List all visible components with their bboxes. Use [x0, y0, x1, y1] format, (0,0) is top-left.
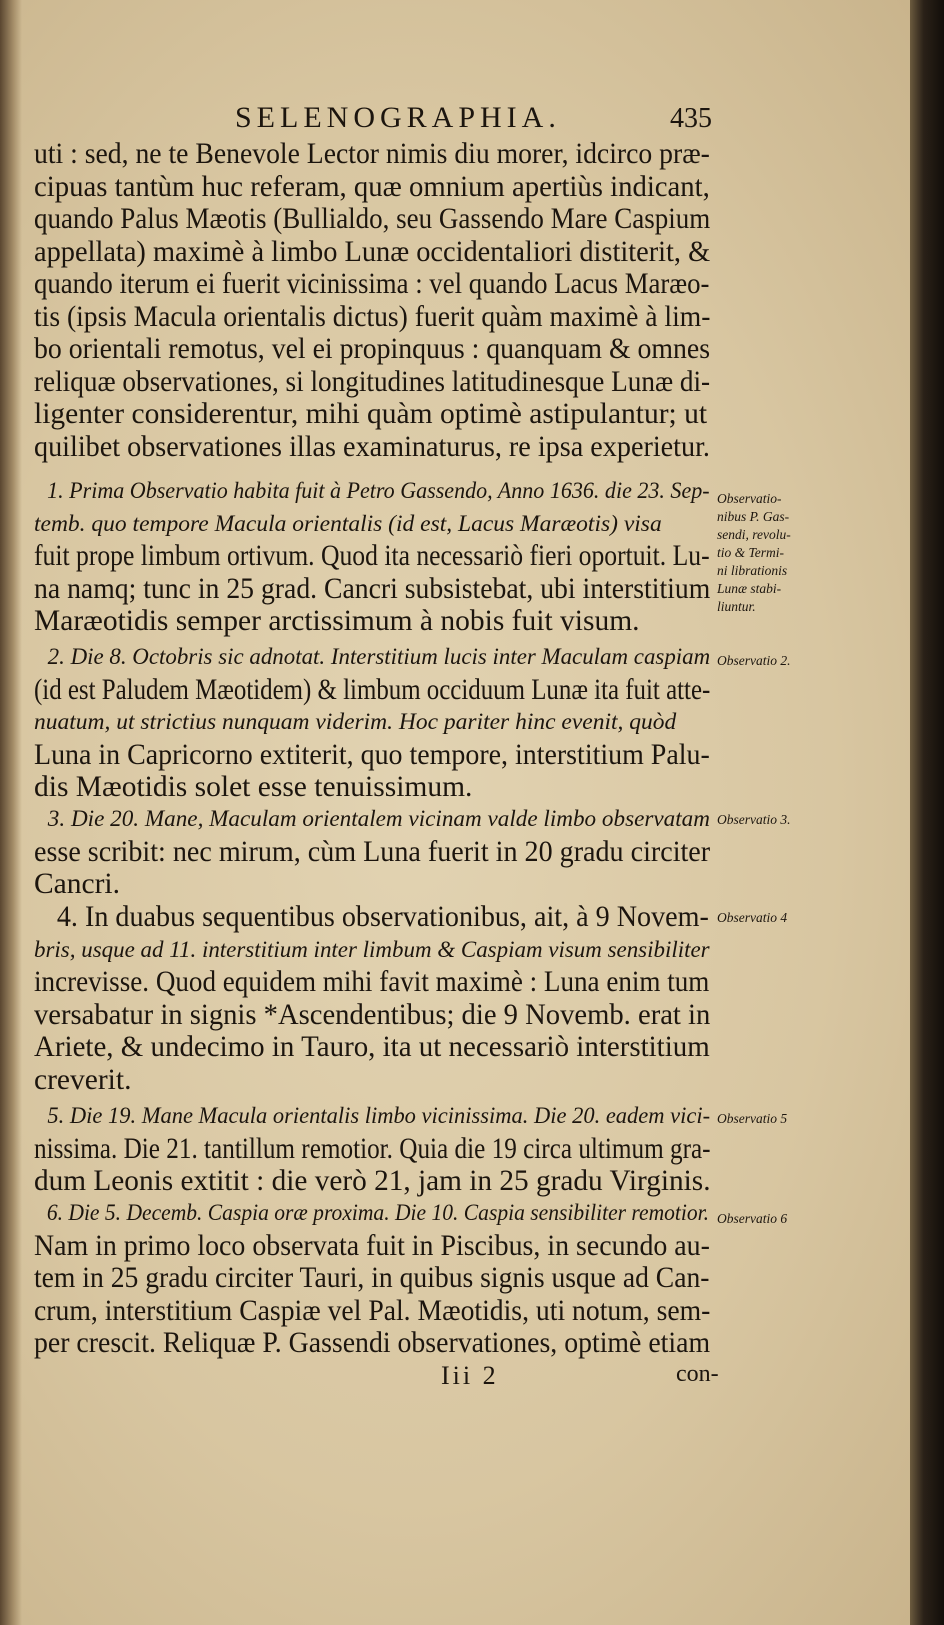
- text-line: dum Leonis extitit : die verò 21, jam in 25 gradu Virginis.: [34, 1165, 711, 1197]
- text-line: bris, usque ad 11. interstitium inter limbum & Caspiam visum sensibiliter: [34, 936, 710, 963]
- text-line: bo orientali remotus, vel ei propinquus : quanquam & omnes: [34, 333, 711, 365]
- text-line: reliquæ observationes, si longitudines latitudinesque Lunæ di-: [34, 365, 711, 398]
- text-line: cipuas tantùm huc referam, quæ omnium apertiùs indicant,: [34, 170, 710, 203]
- text-line: Maræotidis semper arctissimum à nobis fuit visum.: [34, 605, 640, 637]
- observation-6: [34, 1197, 710, 1360]
- text-line: Ariete, & undecimo in Tauro, ita ut necessariò interstitium: [34, 1031, 710, 1063]
- text-line: quando Palus Mæotis (Bullialdo, seu Gassendo Mare Caspium: [34, 203, 711, 235]
- observation-3: [34, 803, 710, 901]
- observation-4: [34, 901, 710, 1096]
- text-line: quilibet observationes illas examinaturus, re ipsa experietur.: [34, 430, 710, 463]
- text-line: (id est Paludem Mæotidem) & limbum occiduum Lunæ ita fuit atte-: [34, 673, 711, 706]
- text-line: ligenter considerentur, mihi quàm optimè astipulantur; ut: [34, 398, 708, 430]
- margin-note-line: nibus P. Gas-: [717, 509, 790, 524]
- margin-note-observationibus: [717, 490, 809, 616]
- page-edge-shadow: [910, 0, 944, 1625]
- text-line: quando iterum ei fuerit vicinissima : vel quando Lacus Maræo-: [34, 268, 710, 300]
- page-number: 435: [670, 103, 712, 134]
- margin-note-line: Observatio-: [717, 491, 782, 506]
- text-line: 5. Die 19. Mane Macula orientalis limbo vicinissima. Die 20. eadem vici-: [47, 1103, 711, 1129]
- signature-mark: Iii 2: [441, 1361, 499, 1390]
- text-line: fuit prope limbum ortivum. Quod ita necessariò fieri oportuit. Lu-: [34, 540, 710, 572]
- margin-note-observatio-5: Observatio 5: [717, 1111, 788, 1126]
- text-line: uti : sed, ne te Benevole Lector nimis diu morer, idcirco præ-: [34, 138, 710, 170]
- margin-note-line: Lunæ stabi-: [717, 581, 782, 596]
- text-line: Cancri.: [34, 868, 121, 900]
- text-line: 2. Die 8. Octobris sic adnotat. Interstitium lucis inter Maculam caspiam: [47, 644, 711, 670]
- margin-note-line: tio & Termi-: [717, 545, 785, 560]
- text-line: creverit.: [34, 1063, 132, 1096]
- text-line: appellata) maximè à limbo Lunæ occidentaliori distiterit, &: [34, 235, 711, 268]
- observation-1: [34, 475, 710, 638]
- text-line: increvisse. Quod equidem mihi favit maximè : Luna enim tum: [34, 966, 710, 998]
- text-line: nuatum, ut strictius nunquam viderim. Hoc pariter hinc evenit, quòd: [34, 709, 677, 735]
- margin-note-observatio-3: Observatio 3.: [717, 812, 791, 827]
- text-line: tem in 25 gradu circiter Tauri, in quibus signis usque ad Can-: [34, 1262, 710, 1294]
- margin-note-observatio-2: Observatio 2.: [717, 653, 791, 668]
- margin-note-observatio-4: Observatio 4: [717, 910, 788, 925]
- margin-note-line: sendi, revolu-: [717, 527, 791, 542]
- margin-note-observatio-6: Observatio 6: [717, 1211, 788, 1226]
- margin-note-line: ni librationis: [717, 563, 788, 578]
- text-line: crum, interstitium Caspiæ vel Pal. Mæotidis, uti notum, sem-: [34, 1294, 711, 1327]
- text-line: temb. quo tempore Macula orientalis (id est, Lacus Maræotis) visa: [34, 510, 662, 537]
- text-line: nissima. Die 21. tantillum remotior. Quia die 19 circa ultimum gra-: [34, 1132, 711, 1165]
- text-line: per crescit. Reliquæ P. Gassendi observationes, optimè etiam: [34, 1327, 711, 1359]
- text-line: versabatur in signis *Ascendentibus; die 9 Novemb. erat in: [34, 998, 711, 1031]
- margin-note-line: liuntur.: [717, 599, 756, 614]
- text-line: esse scribit: nec mirum, cùm Luna fuerit in 20 gradu circiter: [34, 835, 711, 868]
- text-line: Nam in primo loco observata fuit in Piscibus, in secundo au-: [34, 1229, 710, 1262]
- text-line: 6. Die 5. Decemb. Caspia oræ proxima. Die 10. Caspia sensibiliter remotior.: [46, 1200, 710, 1226]
- intro-paragraph: [34, 138, 710, 463]
- text-line: tis (ipsis Macula orientalis dictus) fuerit quàm maximè à lim-: [34, 300, 711, 333]
- text-line: Luna in Capricorno extiterit, quo tempore, interstitium Palu-: [34, 738, 710, 771]
- text-line: 3. Die 20. Mane, Maculam orientalem vicinam valde limbo observatam: [47, 806, 710, 832]
- text-line: 1. Prima Observatio habita fuit à Petro Gassendo, Anno 1636. die 23. Sep-: [47, 478, 710, 504]
- observation-2: [34, 641, 710, 804]
- observation-5: [34, 1100, 710, 1198]
- text-line: na namq; tunc in 25 grad. Cancri subsistebat, ubi interstitium: [34, 572, 711, 605]
- running-title: SELENOGRAPHIA.: [235, 101, 561, 134]
- text-line: dis Mæotidis solet esse tenuissimum.: [34, 771, 473, 803]
- text-line: 4. In duabus sequentibus observationibus, ait, à 9 Novem-: [56, 901, 709, 933]
- catchword: con-: [676, 1361, 719, 1387]
- page-gutter-shadow: [0, 0, 22, 1625]
